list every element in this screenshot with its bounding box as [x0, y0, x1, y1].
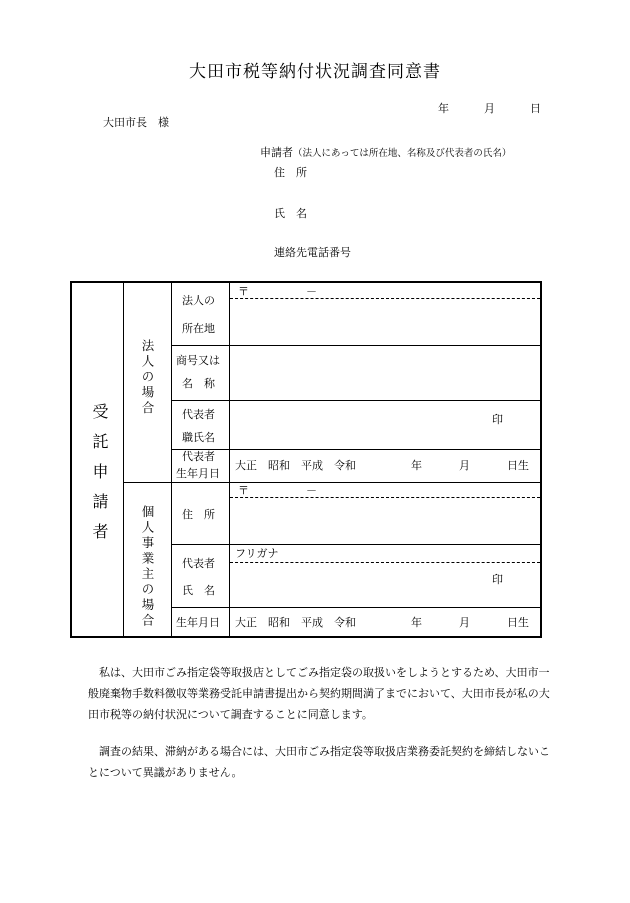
corp-location-label: 所在地 — [182, 322, 215, 335]
page-title: 大田市税等納付状況調査同意書 — [189, 62, 441, 82]
era-options: 大正 昭和 平成 令和 — [235, 616, 356, 629]
divider — [171, 283, 172, 636]
row-divider — [171, 544, 540, 545]
corp-dob-label: 生年月日 — [176, 467, 220, 480]
side-label: 受託申請者 — [90, 403, 109, 553]
corp-rep-label: 代表者 — [182, 408, 215, 421]
seal-mark: 印 — [492, 413, 503, 426]
row-divider — [171, 345, 540, 346]
date-month: 月 — [484, 102, 495, 115]
consent-paragraph: 調査の結果、滞納がある場合には、大田市ごみ指定袋等取扱店業務委託契約を締結しないことについて異議がありません。 — [88, 745, 550, 779]
ind-dob-label: 生年月日 — [176, 616, 220, 629]
applicant-note: （法人にあっては所在地、名称及び代表者の氏名） — [293, 148, 512, 159]
dob-month: 月 — [459, 616, 470, 629]
divider — [123, 283, 124, 636]
corp-trade-label: 商号又は — [176, 354, 220, 367]
date-line — [438, 100, 541, 116]
section-divider — [123, 482, 540, 483]
ind-address-label: 住 所 — [182, 508, 215, 521]
seal-mark: 印 — [492, 573, 503, 586]
applicant-phone-label: 連絡先電話番号 — [274, 246, 351, 259]
postal-dash: － — [306, 484, 317, 497]
furigana-label: フリガナ — [235, 547, 279, 560]
dob-day: 日生 — [507, 459, 529, 472]
applicant-heading — [260, 144, 511, 160]
ind-rep-label: 代表者 — [182, 557, 215, 570]
date-year: 年 — [438, 102, 449, 115]
corp-location-label: 法人の — [182, 294, 215, 307]
postal-mark: 〒 — [238, 484, 249, 497]
individual-label: 個人事業主の場合 — [140, 505, 155, 629]
corp-rep-label: 職氏名 — [182, 431, 215, 444]
corp-trade-label: 名 称 — [182, 377, 215, 390]
row-divider — [171, 607, 540, 608]
dob-year: 年 — [411, 459, 422, 472]
ind-rep-label: 氏 名 — [182, 584, 215, 597]
postal-mark: 〒 — [238, 285, 249, 298]
addressee: 大田市長 様 — [103, 116, 169, 129]
dob-day: 日生 — [507, 616, 529, 629]
corporate-label: 法人の場合 — [140, 339, 155, 417]
consent-paragraph: 私は、大田市ごみ指定袋等取扱店としてごみ指定袋の取扱いをしようとするため、大田市一般廃棄物手数料徴収等業務受託申請書提出から契約期間満了までにおいて、大田市長が私の大田市税等の納付状況について調査することに同意します。 — [88, 666, 550, 721]
dashed-guide — [230, 298, 540, 299]
applicant-heading-label: 申請者 — [260, 146, 293, 159]
divider — [229, 283, 230, 636]
dob-year: 年 — [411, 616, 422, 629]
dob-month: 月 — [459, 459, 470, 472]
dashed-guide — [230, 497, 540, 498]
postal-dash: － — [306, 285, 317, 298]
row-divider — [171, 400, 540, 401]
row-divider — [171, 449, 540, 450]
dashed-guide — [230, 562, 540, 563]
applicant-name-label: 氏 名 — [274, 207, 307, 220]
date-day: 日 — [530, 102, 541, 115]
corp-dob-label: 代表者 — [182, 450, 215, 463]
era-options: 大正 昭和 平成 令和 — [235, 459, 356, 472]
applicant-address-label: 住 所 — [274, 166, 307, 179]
entrusted-applicant-table — [70, 281, 542, 638]
